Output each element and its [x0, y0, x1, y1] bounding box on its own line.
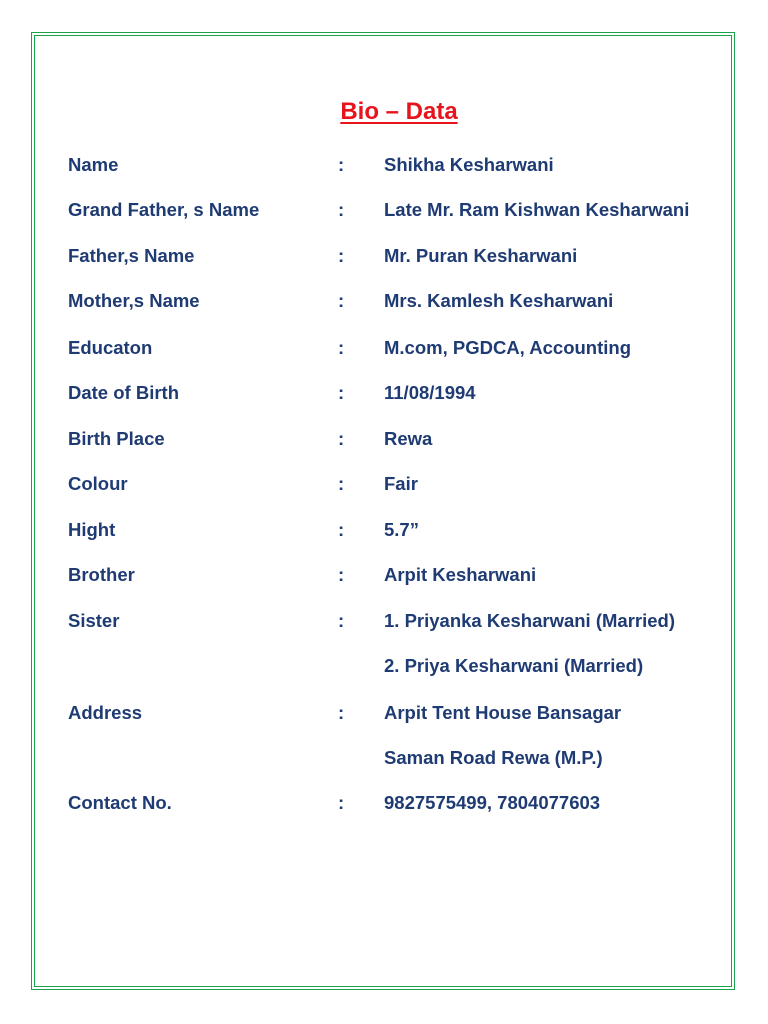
row-label: Colour: [68, 473, 128, 494]
row-birth-place: [0, 424, 768, 454]
row-label: Mother,s Name: [68, 290, 200, 311]
row-colon: :: [338, 199, 345, 220]
row-value: Fair: [384, 473, 418, 494]
row-colon: :: [338, 519, 345, 540]
document-title: Bio – Data: [340, 98, 458, 125]
row-colon: :: [338, 428, 345, 449]
row-name: [0, 150, 768, 180]
row-contact-number: [0, 788, 768, 818]
row-value: Late Mr. Ram Kishwan Kesharwani: [384, 199, 690, 220]
row-label: Grand Father, s Name: [68, 199, 260, 220]
row-value: M.com, PGDCA, Accounting: [384, 337, 632, 358]
row-address-continued: [0, 743, 768, 773]
row-label: Name: [68, 154, 119, 175]
row-label: Date of Birth: [68, 382, 179, 403]
row-value: Mrs. Kamlesh Kesharwani: [384, 290, 614, 311]
row-date-of-birth: [0, 378, 768, 408]
row-colon: :: [338, 154, 345, 175]
row-label: Educaton: [68, 337, 153, 358]
row-brother: [0, 560, 768, 590]
row-value: 5.7”: [384, 519, 419, 540]
row-value: Arpit Kesharwani: [384, 564, 537, 585]
row-colon: :: [338, 337, 345, 358]
row-value: 9827575499, 7804077603: [384, 792, 601, 813]
row-height: [0, 515, 768, 545]
row-colon: :: [338, 245, 345, 266]
row-value: 11/08/1994: [384, 382, 476, 403]
row-value: Rewa: [384, 428, 433, 449]
row-value: Mr. Puran Kesharwani: [384, 245, 578, 266]
row-sister: [0, 606, 768, 636]
row-value: Arpit Tent House Bansagar: [384, 702, 622, 723]
row-colour: [0, 469, 768, 499]
row-label: Address: [68, 702, 143, 723]
row-address: [0, 698, 768, 728]
row-value: Saman Road Rewa (M.P.): [384, 747, 603, 768]
row-value: 2. Priya Kesharwani (Married): [384, 655, 644, 676]
row-sister-continued: [0, 651, 768, 681]
row-mother-name: [0, 286, 768, 316]
row-colon: :: [338, 290, 345, 311]
row-grandfather-name: [0, 195, 768, 225]
row-colon: :: [338, 610, 345, 631]
row-label: Hight: [68, 519, 116, 540]
row-colon: :: [338, 473, 345, 494]
row-label: Father,s Name: [68, 245, 195, 266]
row-father-name: [0, 241, 768, 271]
row-colon: :: [338, 564, 345, 585]
row-value: Shikha Kesharwani: [384, 154, 554, 175]
row-colon: :: [338, 382, 345, 403]
row-label: Birth Place: [68, 428, 165, 449]
row-education: [0, 333, 768, 363]
row-colon: :: [338, 702, 345, 723]
row-label: Contact No.: [68, 792, 172, 813]
row-value: 1. Priyanka Kesharwani (Married): [384, 610, 675, 631]
row-colon: :: [338, 792, 345, 813]
row-label: Brother: [68, 564, 135, 585]
row-label: Sister: [68, 610, 120, 631]
